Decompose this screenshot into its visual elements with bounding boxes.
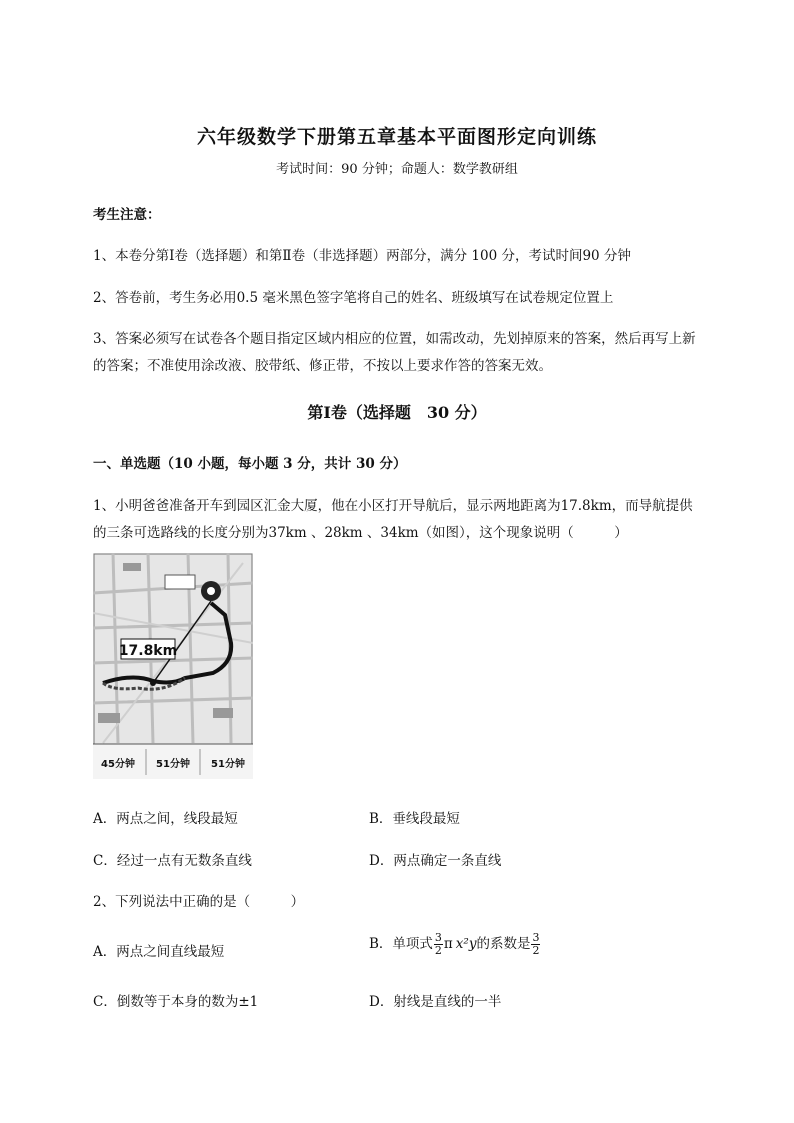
q2-option-b-suffix: 的系数是 [476, 936, 531, 952]
notice-heading: 考生注意： [93, 207, 161, 223]
map-drawing [93, 553, 253, 779]
q1-option-d[interactable]: D．两点确定一条直线 [369, 853, 502, 869]
question-1-line-2: 的三条可选路线的长度分别为37km 、28km 、34km（如图），这个现象说明（ ） [93, 525, 628, 541]
distance-label: 17.8km [118, 643, 178, 659]
q2-option-b[interactable] [369, 932, 541, 957]
notice-item-3: 3、答案必须写在试卷各个题目指定区域内相应的位置，如需改动，先划掉原来的答案，然后再写上新 [93, 331, 696, 347]
navigation-map-figure [93, 553, 253, 779]
notice-item-3-cont: 的答案；不准使用涂改液、胶带纸、修正带，不按以上要求作答的答案无效。 [93, 358, 552, 374]
page-title: 六年级数学下册第五章基本平面图形定向训练 [196, 126, 597, 148]
q2-option-a[interactable]: A．两点之间直线最短 [93, 944, 225, 960]
fraction-coefficient: $\frac{3}{2}$ [532, 931, 540, 957]
notice-item-1: 1、本卷分第Ⅰ卷（选择题）和第Ⅱ卷（非选择题）两部分，满分 100 分，考试时间90 分钟 [93, 248, 631, 264]
route-time-1: 45分钟 [101, 759, 135, 770]
q1-option-a[interactable]: A．两点之间，线段最短 [93, 811, 238, 827]
q2-option-b-prefix: B．单项式 [369, 936, 433, 952]
fraction-three-halves: $\frac{3}{2}$ [434, 931, 442, 957]
question-1-line-1: 1、小明爸爸准备开车到园区汇金大厦，他在小区打开导航后，显示两地距离为17.8km，而导航提供 [93, 498, 693, 514]
part-heading: 一、单选题（10 小题，每小题 3 分，共计 30 分） [93, 456, 407, 472]
monomial-variables: x²y [455, 936, 477, 952]
notice-item-2: 2、答卷前，考生务必用0.5 毫米黑色签字笔将自己的姓名、班级填写在试卷规定位置上 [93, 290, 614, 306]
exam-info: 考试时间：90 分钟；命题人：数学教研组 [276, 162, 518, 177]
question-2-stem: 2、下列说法中正确的是（ ） [93, 894, 305, 910]
route-time-2: 51分钟 [156, 759, 190, 770]
q1-option-c[interactable]: C．经过一点有无数条直线 [93, 853, 252, 869]
pi-symbol: π [443, 936, 453, 952]
section-title: 第Ⅰ卷（选择题 30 分） [307, 403, 487, 422]
q2-option-c[interactable]: C．倒数等于本身的数为±1 [93, 994, 259, 1010]
q1-option-b[interactable]: B．垂线段最短 [369, 811, 460, 827]
q2-option-d[interactable]: D．射线是直线的一半 [369, 994, 502, 1010]
route-time-3: 51分钟 [211, 759, 245, 770]
